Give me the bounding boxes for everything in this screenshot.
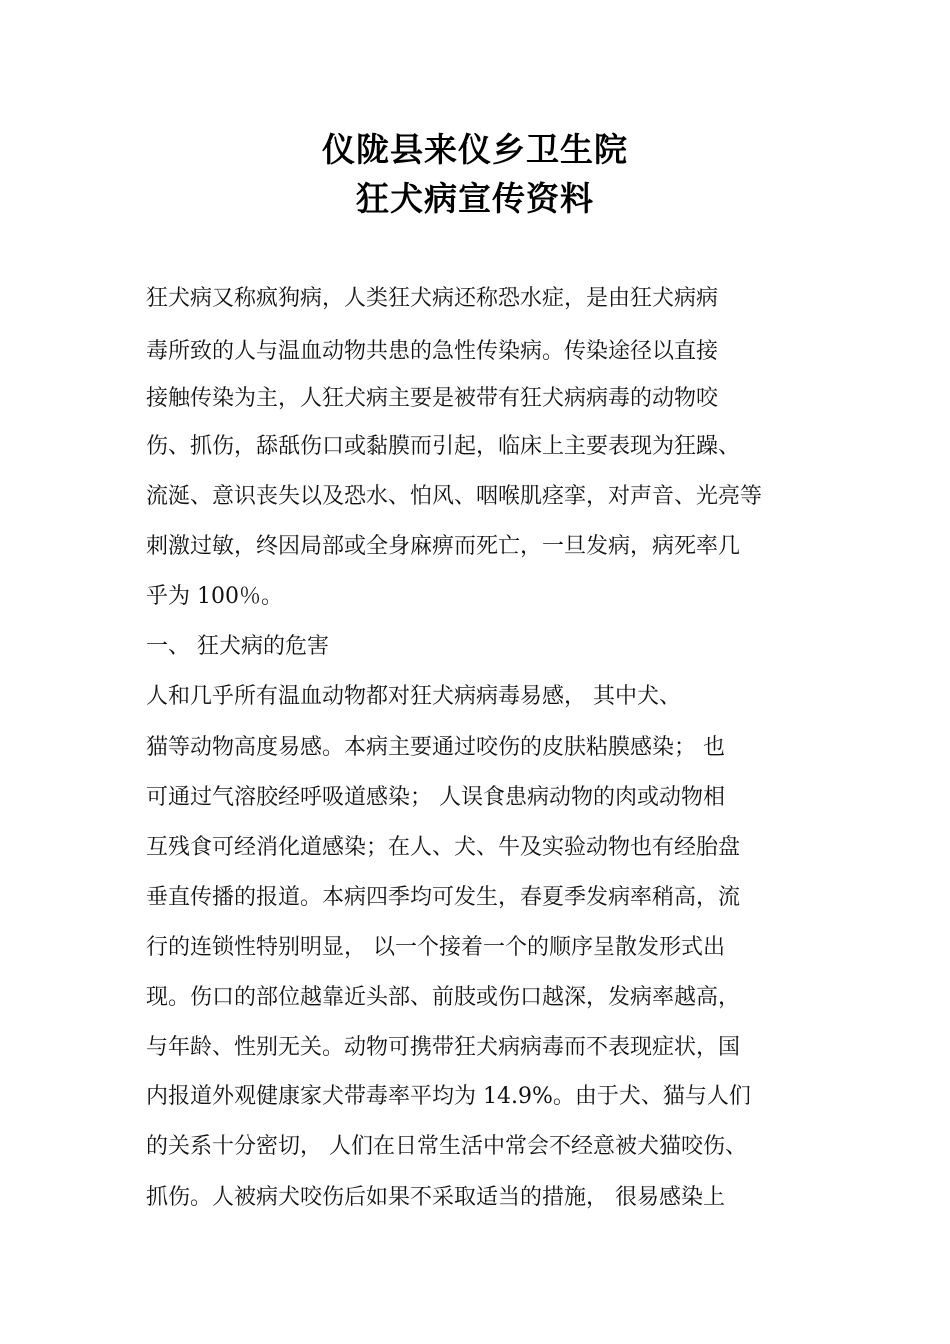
body-text-line: 互残食可经消化道感染；在人、犬、牛及实验动物也有经胎盘 [146,835,741,860]
body-text-line: 接触传染为主，人狂犬病主要是被带有狂犬病病毒的动物咬 [146,386,719,411]
body-text-line: 现。伤口的部位越靠近头部、前肢或伤口越深，发病率越高， [146,985,741,1010]
body-text-line: 内报道外观健康家犬带毒率平均为 14.9%。由于犬、猫与人们 [146,1084,751,1109]
body-text-line: 行的连锁性特别明显， 以一个接着一个的顺序呈散发形式出 [146,935,725,960]
body-text-line: 垂直传播的报道。本病四季均可发生，春夏季发病率稍高，流 [146,885,741,910]
document-title-line1: 仪陇县来仪乡卫生院 [322,130,628,169]
body-text-line: 抓伤。人被病犬咬伤后如果不采取适当的措施， 很易感染上 [146,1185,725,1210]
document-title-line2: 狂犬病宣传资料 [356,179,594,218]
body-text-line: 乎为 100％。 [146,584,283,609]
body-text-line: 狂犬病又称疯狗病，人类狂犬病还称恐水症，是由狂犬病病 [146,286,719,311]
body-text-line: 猫等动物高度易感。本病主要通过咬伤的皮肤粘膜感染； 也 [146,735,725,760]
body-text-line: 伤、抓伤，舔舐伤口或黏膜而引起，临床上主要表现为狂躁、 [146,434,741,459]
body-text-line: 的关系十分密切， 人们在日常生活中常会不经意被犬猫咬伤、 [146,1134,747,1159]
body-text-line: 与年龄、性别无关。动物可携带狂犬病病毒而不表现症状，国 [146,1035,741,1060]
section-heading: 一、 狂犬病的危害 [146,634,329,659]
body-text-line: 可通过气溶胶经呼吸道感染； 人误食患病动物的肉或动物相 [146,785,725,810]
body-text-line: 流涎、意识丧失以及恐水、怕风、咽喉肌痉挛，对声音、光亮等 [146,484,763,509]
body-text-line: 人和几乎所有温血动物都对狂犬病病毒易感， 其中犬、 [146,684,681,709]
body-text-line: 刺激过敏，终因局部或全身麻痹而死亡，一旦发病，病死率几 [146,534,741,559]
body-text-line: 毒所致的人与温血动物共患的急性传染病。传染途径以直接 [146,339,719,364]
